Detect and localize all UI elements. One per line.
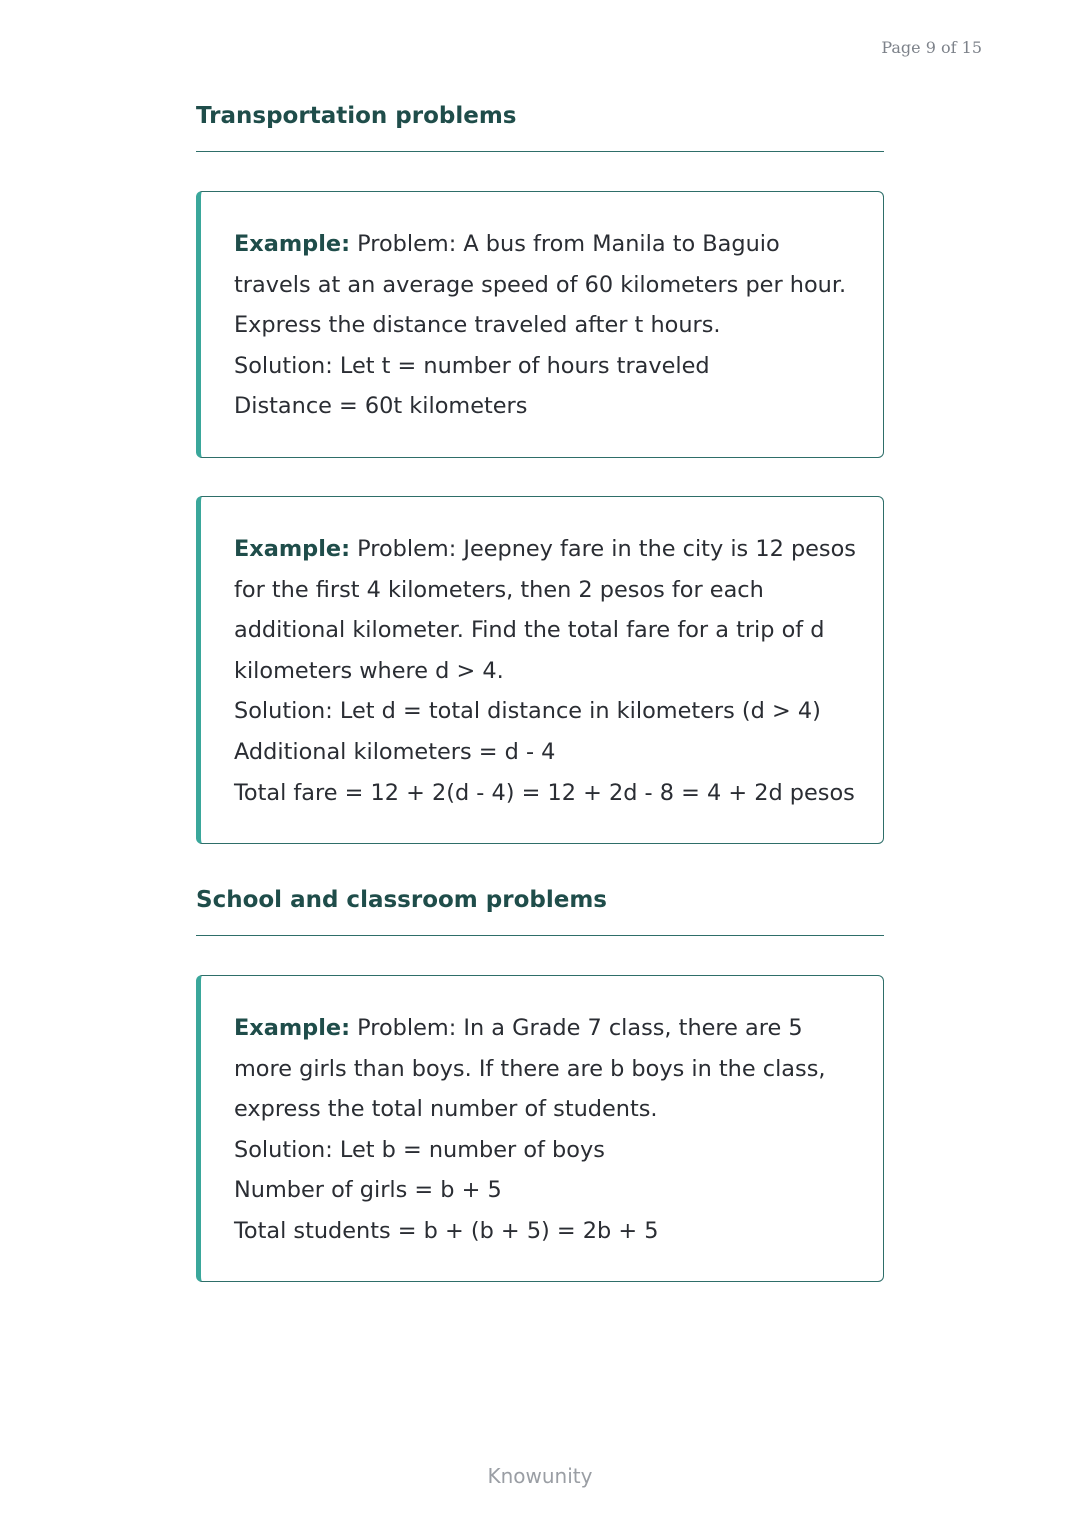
solution-text: Additional kilometers = d - 4 — [234, 738, 556, 765]
problem-text: additional kilometer. Find the total fare for a trip of d — [234, 617, 825, 644]
section-divider — [196, 935, 884, 936]
problem-text: kilometers where d > 4. — [234, 657, 504, 684]
solution-text: Number of girls = b + 5 — [234, 1177, 502, 1204]
footer-brand: Knowunity — [487, 1464, 593, 1488]
solution-text: Total fare = 12 + 2(d - 4) = 12 + 2d - 8 = 4 + 2d pesos — [234, 779, 855, 806]
problem-text: travels at an average speed of 60 kilometers per hour. — [234, 271, 847, 298]
solution-text: Solution: Let d = total distance in kilometers (d > 4) — [234, 698, 821, 725]
problem-text: Problem: Jeepney fare in the city is 12 pesos — [350, 536, 856, 562]
example-first-line — [234, 529, 859, 570]
example-label: Example: — [234, 231, 351, 257]
example-first-line — [234, 224, 859, 265]
problem-text: more girls than boys. If there are b boys in the class, — [234, 1055, 826, 1082]
example-text — [234, 529, 859, 813]
example-card-jeepney — [196, 496, 884, 844]
example-label: Example: — [234, 536, 351, 562]
section-divider — [196, 151, 884, 152]
solution-text: Distance = 60t kilometers — [234, 393, 528, 420]
problem-text: express the total number of students. — [234, 1096, 658, 1123]
section-title-transportation: Transportation problems — [196, 103, 517, 129]
solution-text: Solution: Let t = number of hours traveled — [234, 352, 710, 379]
problem-text: for the first 4 kilometers, then 2 pesos for each — [234, 576, 764, 603]
example-card-bus — [196, 191, 884, 458]
example-card-classroom — [196, 975, 884, 1282]
section-title-school: School and classroom problems — [196, 887, 607, 913]
solution-text: Total students = b + (b + 5) = 2b + 5 — [234, 1217, 659, 1244]
example-label: Example: — [234, 1015, 351, 1041]
page-number: Page 9 of 15 — [881, 38, 982, 57]
example-text — [234, 1008, 859, 1252]
problem-text: Express the distance traveled after t hours. — [234, 312, 721, 339]
example-first-line — [234, 1008, 859, 1049]
solution-text: Solution: Let b = number of boys — [234, 1136, 605, 1163]
example-text — [234, 224, 859, 427]
problem-text: Problem: In a Grade 7 class, there are 5 — [350, 1015, 803, 1041]
problem-text: Problem: A bus from Manila to Baguio — [350, 231, 780, 257]
